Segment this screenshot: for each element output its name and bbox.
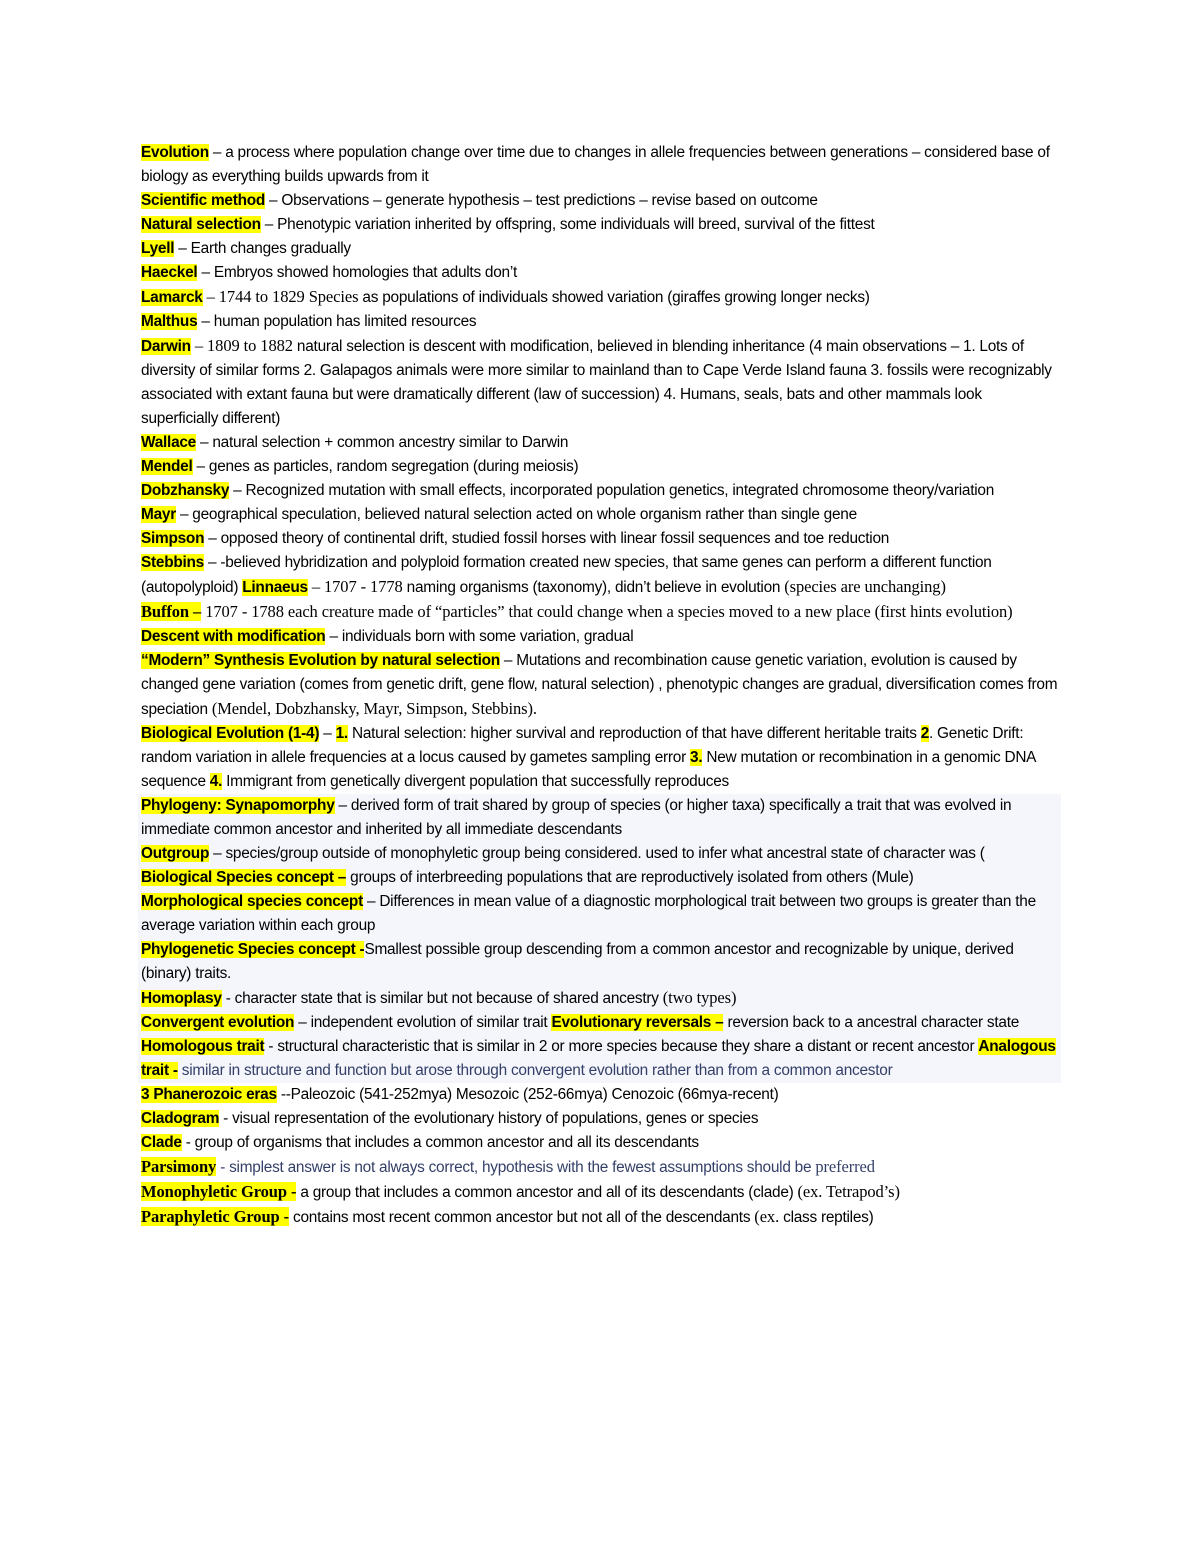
definition: - structural characteristic that is similar in 2 or more species because they share a distant or recent ancestor — [264, 1038, 979, 1055]
note-paraphyletic-group — [141, 1205, 1061, 1230]
definition: – human population has limited resources — [197, 313, 477, 330]
definition: a group that includes a common ancestor and all of its descendants (clade) — [296, 1184, 798, 1201]
note-morphological-species-concept — [141, 890, 1061, 938]
term: Stebbins — [141, 554, 204, 571]
note-haeckel — [141, 261, 1061, 285]
prefix: (autopolyploid) — [141, 579, 243, 596]
term: Homoplasy — [141, 990, 222, 1007]
definition: – Mutations and recombination cause genetic variation, evolution is caused by changed gene variation (comes from genetic drift, gene flow, natural selection) , phenotypic changes are gradual, diversification comes from speciation — [141, 652, 1058, 718]
note-phanerozoic-eras — [141, 1083, 1061, 1107]
term: Linnaeus — [242, 579, 308, 596]
term: Parsimony — [141, 1157, 217, 1176]
item-2: . Genetic Drift: random variation in allele frequencies at a locus caused by gametes sampling error — [141, 725, 1024, 766]
term: Evolution — [141, 144, 209, 161]
number-4: 4. — [209, 773, 223, 790]
definition: – genes as particles, random segregation (during meiosis) — [192, 458, 579, 475]
definition: reversion back to a ancestral character state — [723, 1014, 1020, 1031]
definition-tail-serif: preferred — [815, 1157, 875, 1176]
term: Monophyletic Group - — [141, 1182, 297, 1201]
term: Dobzhansky — [141, 482, 230, 499]
definition: – — [319, 725, 336, 742]
definition: similar in structure and function but arose through convergent evolution rather than from a common ancestor — [177, 1062, 893, 1079]
definition-tail-serif: (two types) — [662, 988, 737, 1007]
item-1: Natural selection: higher survival and reproduction of that have different heritable traits — [347, 725, 921, 742]
note-mendel — [141, 455, 1061, 479]
definition: – Observations – generate hypothesis – test predictions – revise based on outcome — [265, 192, 818, 209]
note-evolution — [141, 141, 1061, 189]
definition: – Embryos showed homologies that adults don’t — [197, 264, 518, 281]
note-malthus — [141, 310, 1061, 334]
term: Convergent evolution — [141, 1014, 295, 1031]
term: Lamarck — [141, 289, 203, 306]
note-parsimony — [141, 1155, 1061, 1180]
definition-serif: – 1707 - 1778 — [307, 577, 407, 596]
note-darwin — [141, 334, 1061, 431]
term: Cladogram — [141, 1110, 220, 1127]
definition: contains most recent common ancestor but not all of the descendants — [289, 1209, 755, 1226]
term: Lyell — [141, 240, 175, 257]
term-analogous-trait: Analogous trait - — [141, 1038, 1056, 1079]
term: Darwin — [141, 338, 191, 355]
definition: - group of organisms that includes a common ancestor and all its descendants — [181, 1134, 699, 1151]
definition: Smallest possible group descending from a common ancestor and recognizable by unique, derived (binary) traits. — [141, 941, 1014, 982]
term: Phylogenetic Species concept - — [141, 941, 365, 958]
note-synapomorphy — [141, 794, 1061, 842]
term: Mendel — [141, 458, 193, 475]
term: Phylogeny: Synapomorphy — [141, 797, 335, 814]
item-4: Immigrant from genetically divergent population that successfully reproduces — [222, 773, 729, 790]
definition-tail-serif: (ex. Tetrapod’s) — [797, 1182, 900, 1201]
term: Clade — [141, 1134, 182, 1151]
note-biological-species-concept — [141, 866, 1061, 890]
note-lamarck — [141, 285, 1061, 310]
note-clade — [141, 1131, 1061, 1155]
definition: – Phenotypic variation inherited by offspring, some individuals will breed, survival of the fittest — [260, 216, 875, 233]
term: Haeckel — [141, 264, 198, 281]
definition: - character state that is similar but not because of shared ancestry — [221, 990, 663, 1007]
term: Buffon – — [141, 602, 202, 621]
definition: – Differences in mean value of a diagnostic morphological trait between two groups is greater than the average variation within each group — [141, 893, 1036, 934]
definition: – geographical speculation, believed natural selection acted on whole organism rather than single gene — [175, 506, 857, 523]
term: Biological Evolution (1-4) — [141, 725, 320, 742]
term: Outgroup — [141, 845, 210, 862]
number-1: 1. — [335, 725, 348, 742]
term: Scientific method — [141, 192, 266, 209]
document-body — [141, 141, 1061, 1230]
term: Wallace — [141, 434, 196, 451]
definition: – derived form of trait shared by group of species (or higher taxa) specifically a trait that was evolved in immediate common ancestor and inherited by all immediate descendants — [141, 797, 1012, 838]
definition: – -believed hybridization and polyploid formation created new species, that same genes can perform a different function — [204, 554, 992, 571]
definition-tail-serif: (species are unchanging) — [784, 577, 946, 596]
term: Paraphyletic Group - — [141, 1207, 290, 1226]
note-buffon — [141, 600, 1061, 625]
definition: – independent evolution of similar trait — [294, 1014, 552, 1031]
term: 3 Phanerozoic eras — [141, 1086, 277, 1103]
number-3: 3. — [690, 749, 703, 766]
note-descent-with-modification — [141, 625, 1061, 649]
definition: --Paleozoic (541-252mya) Mesozoic (252-66mya) Cenozoic (66mya-recent) — [276, 1086, 779, 1103]
note-biological-evolution — [141, 722, 1061, 794]
definition-tail-serif: (ex. — [754, 1207, 784, 1226]
definition: – natural selection + common ancestry similar to Darwin — [196, 434, 569, 451]
definition-tail-serif: (Mendel, Dobzhansky, Mayr, Simpson, Stebbins). — [211, 699, 537, 718]
note-outgroup — [141, 842, 1061, 866]
definition: – individuals born with some variation, gradual — [325, 628, 634, 645]
note-simpson — [141, 527, 1061, 551]
note-linnaeus — [141, 575, 1061, 600]
definition: – species/group outside of monophyletic group being considered. used to infer what ancestral state of character was ( — [209, 845, 985, 862]
note-wallace — [141, 431, 1061, 455]
term: Simpson — [141, 530, 205, 547]
definition-tail: class reptiles) — [783, 1209, 874, 1226]
term: “Modern” Synthesis Evolution by natural selection — [141, 652, 500, 669]
term-homologous-trait: Homologous trait — [141, 1038, 265, 1055]
definition: – opposed theory of continental drift, studied fossil horses with linear fossil sequences and toe reduction — [204, 530, 890, 547]
definition: – a process where population change over time due to changes in allele frequencies between generations – considered base of biology as everything builds upwards from it — [141, 144, 1050, 185]
note-phylogenetic-species-concept — [141, 938, 1061, 986]
note-monophyletic-group — [141, 1180, 1061, 1205]
shaded-section — [138, 794, 1061, 1083]
term: Morphological species concept — [141, 893, 363, 910]
note-cladogram — [141, 1107, 1061, 1131]
definition-serif: – 1809 to 1882 — [190, 336, 297, 355]
definition: – Recognized mutation with small effects, incorporated population genetics, integrated chromosome theory/variation — [229, 482, 995, 499]
term: Descent with modification — [141, 628, 326, 645]
definition: naming organisms (taxonomy), didn’t believe in evolution — [406, 579, 785, 596]
term-evolutionary-reversals: Evolutionary reversals – — [551, 1014, 724, 1031]
term: Malthus — [141, 313, 198, 330]
note-homoplasy — [141, 986, 1061, 1011]
note-modern-synthesis — [141, 649, 1061, 722]
note-lyell — [141, 237, 1061, 261]
note-convergent-evolution — [141, 1011, 1061, 1083]
note-mayr — [141, 503, 1061, 527]
definition: natural selection is descent with modification, believed in blending inheritance (4 main observations – 1. Lots of diversity of similar forms 2. Galapagos animals were more similar to mainland than to Cape Verde Island fauna 3. fossils were recognizably associated with extant fauna but were dramatically different (law of succession) 4. Humans, seals, bats and other mammals look superficially different) — [141, 338, 1052, 427]
term: Mayr — [141, 506, 176, 523]
definition: groups of interbreeding populations that are reproductively isolated from others (Mule) — [346, 869, 914, 886]
term: Natural selection — [141, 216, 261, 233]
note-stebbins — [141, 551, 1061, 575]
definition: – Earth changes gradually — [174, 240, 351, 257]
definition-serif: 1707 - 1788 each creature made of “particles” that could change when a species moved to a new place (first hints evolution) — [201, 602, 1013, 621]
note-scientific-method — [141, 189, 1061, 213]
definition: as populations of individuals showed variation (giraffes growing longer necks) — [362, 289, 870, 306]
definition: - visual representation of the evolutionary history of populations, genes or species — [219, 1110, 759, 1127]
term: Biological Species concept – — [141, 869, 347, 886]
note-natural-selection — [141, 213, 1061, 237]
number-2: 2 — [920, 725, 929, 742]
note-dobzhansky — [141, 479, 1061, 503]
item-3: New mutation or recombination in a genomic DNA sequence — [141, 749, 1036, 790]
definition-serif: – 1744 to 1829 Species — [202, 287, 363, 306]
definition: - simplest answer is not always correct, hypothesis with the fewest assumptions should be — [216, 1159, 816, 1176]
